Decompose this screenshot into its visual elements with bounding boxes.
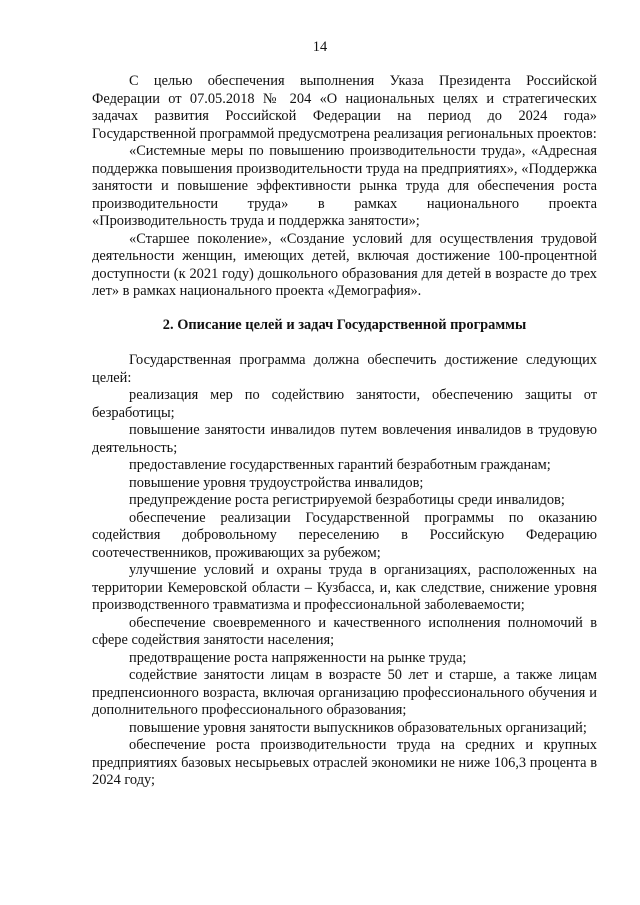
section-paragraph: предоставление государственных гарантий безработным гражданам;: [129, 457, 551, 473]
section-paragraph: повышение уровня занятости выпускников образовательных организаций;: [129, 719, 587, 736]
section-heading: 2. Описание целей и задач Государственной программы: [162, 316, 527, 333]
section-paragraph: повышение занятости инвалидов путем вовлечения инвалидов в трудовую деятельность;: [92, 422, 597, 456]
spacer: [92, 301, 597, 317]
page-number: 14: [312, 39, 328, 55]
intro-paragraph: «Системные меры по повышению производительности труда», «Адресная поддержка повышения производительности труда на предприятиях», «Поддержка занятости и повышение эффективности рынка труда для обеспечения роста производительности труда» в рамках национального проекта «Производительность труда и поддержка занятости»;: [92, 143, 597, 229]
section-paragraph: улучшение условий и охраны труда в организациях, расположенных на территории Кемеровской области – Кузбасса, и, как следствие, снижение уровня производственного травматизма и профессиональной заболеваемости;: [92, 562, 597, 613]
spacer: [92, 334, 597, 352]
section-paragraph: Государственная программа должна обеспечить достижение следующих целей:: [92, 352, 597, 386]
section-paragraph: повышение уровня трудоустройства инвалидов;: [129, 474, 424, 491]
section-paragraph: обеспечение роста производительности труда на средних и крупных предприятиях базовых несырьевых отраслей экономики не ниже 106,3 процента в 2024 году;: [92, 737, 597, 788]
section-paragraph: содействие занятости лицам в возрасте 50 лет и старше, а также лицам предпенсионного возраста, включая организацию профессионального обучения и дополнительного профессионального образования;: [92, 667, 597, 718]
intro-paragraph: «Старшее поколение», «Создание условий для осуществления трудовой деятельности женщин, имеющих детей, включая достижение 100-процентной доступности (к 2021 году) дошкольного образования для детей в возрасте до трех лет» в рамках национального проекта «Демография».: [92, 230, 597, 299]
section-paragraph: обеспечение реализации Государственной программы по оказанию содействия добровольному переселению в Российскую Федерацию соотечественников, проживающих за рубежом;: [92, 509, 597, 561]
intro-paragraph: С целью обеспечения выполнения Указа Президента Российской Федерации от 07.05.2018 № 204 «О национальных целях и стратегических задачах развития Российской Федерации на период до 2024 года» Государственной программой предусмотрена реализация региональных проектов:: [92, 73, 597, 142]
section-paragraph: предотвращение роста напряженности на рынке труда;: [129, 649, 467, 666]
document-body: [92, 73, 597, 790]
section-paragraph: предупреждение роста регистрируемой безработицы среди инвалидов;: [129, 492, 565, 508]
section-paragraph: обеспечение своевременного и качественного исполнения полномочий в сфере содействия занятости населения;: [92, 614, 597, 648]
section-paragraph: реализация мер по содействию занятости, обеспечению защиты от безработицы;: [92, 387, 597, 421]
